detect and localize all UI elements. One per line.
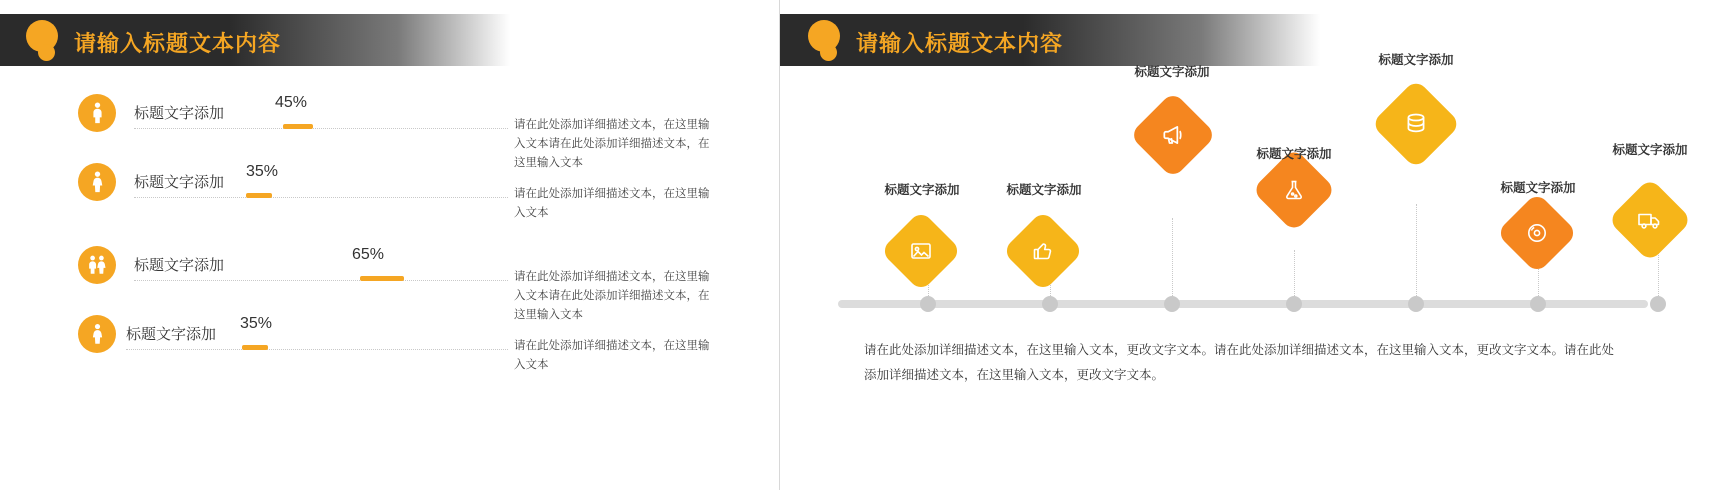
- stat-percent: 65%: [352, 246, 385, 263]
- stat-row: [0, 163, 778, 235]
- dotted-connector: [134, 197, 508, 198]
- dotted-connector: [134, 128, 508, 129]
- thumbs-up-icon: [1014, 222, 1072, 280]
- slide-left: [0, 0, 778, 490]
- truck-delivery-icon: [1620, 190, 1680, 250]
- timeline-node-dot: [1530, 296, 1546, 312]
- header-dot-small: [38, 44, 55, 61]
- stat-description: 请在此处添加详细描述文本，在这里输入文本请在此处添加详细描述文本，在这里输入文本: [514, 271, 710, 321]
- timeline-node-dot: [1286, 296, 1302, 312]
- stat-description: 请在此处添加详细描述文本，在这里输入文本请在此处添加详细描述文本，在这里输入文本: [514, 119, 710, 169]
- node-connector: [1172, 218, 1173, 300]
- node-connector: [1416, 204, 1417, 300]
- stat-description: 请在此处添加详细描述文本，在这里输入文本: [514, 188, 710, 219]
- node-diamond: [1371, 79, 1462, 170]
- stat-bar: [242, 345, 268, 350]
- megaphone-icon: [1142, 104, 1204, 166]
- stat-label: 标题文字添加: [134, 105, 225, 122]
- node-diamond: [1002, 210, 1084, 292]
- stat-label: 标题文字添加: [134, 174, 225, 191]
- node-label: 标题文字添加: [1256, 147, 1332, 161]
- node-diamond: [880, 210, 962, 292]
- node-label: 标题文字添加: [1500, 181, 1576, 195]
- node-diamond: [1608, 178, 1693, 263]
- page-title: 请输入标题文本内容: [856, 31, 1064, 56]
- node-label: 标题文字添加: [1612, 143, 1688, 157]
- stat-percent: 35%: [246, 163, 279, 180]
- person-female-icon: [78, 163, 116, 201]
- person-child-icon: [78, 315, 116, 353]
- stat-percent: 35%: [240, 315, 273, 332]
- stat-label: 标题文字添加: [134, 257, 225, 274]
- dotted-connector: [134, 280, 508, 281]
- node-diamond: [1496, 192, 1578, 274]
- slide-description: 请在此处添加详细描述文本，在这里输入文本，更改文字文本。请在此处添加详细描述文本，在这里输入文本，更改文字文本。请在此处添加详细描述文本，在这里输入文本，更改文字文本。: [864, 343, 1615, 382]
- timeline-bar: [838, 300, 1648, 308]
- node-connector: [1294, 250, 1295, 300]
- timeline-node-dot: [1042, 296, 1058, 312]
- image-photo-icon: [892, 222, 950, 280]
- node-label: 标题文字添加: [884, 183, 960, 197]
- stat-percent: 45%: [275, 94, 308, 111]
- node-label: 标题文字添加: [1378, 53, 1454, 67]
- node-label: 标题文字添加: [1134, 65, 1210, 79]
- stat-bar: [283, 124, 313, 129]
- flask-lab-icon: [1264, 160, 1324, 220]
- page-title: 请输入标题文本内容: [74, 31, 282, 56]
- node-diamond: [1129, 91, 1217, 179]
- stat-row: [0, 246, 778, 321]
- database-stack-icon: [1384, 92, 1448, 156]
- timeline-node-dot: [1164, 296, 1180, 312]
- slide-right: [780, 0, 1720, 490]
- people-couple-icon: [78, 246, 116, 284]
- stat-row: [0, 315, 778, 387]
- stat-row: [0, 94, 778, 169]
- stat-label: 标题文字添加: [126, 326, 217, 343]
- node-label: 标题文字添加: [1006, 183, 1082, 197]
- timeline-node-dot: [1650, 296, 1666, 312]
- stat-bar: [360, 276, 404, 281]
- stat-description: 请在此处添加详细描述文本，在这里输入文本: [514, 340, 710, 371]
- header-dot-small: [820, 44, 837, 61]
- timeline-node-dot: [1408, 296, 1424, 312]
- dotted-connector: [126, 349, 508, 350]
- stat-bar: [246, 193, 272, 198]
- timeline-node-dot: [920, 296, 936, 312]
- node-connector: [1658, 250, 1659, 300]
- cd-disc-icon: [1508, 204, 1566, 262]
- person-male-icon: [78, 94, 116, 132]
